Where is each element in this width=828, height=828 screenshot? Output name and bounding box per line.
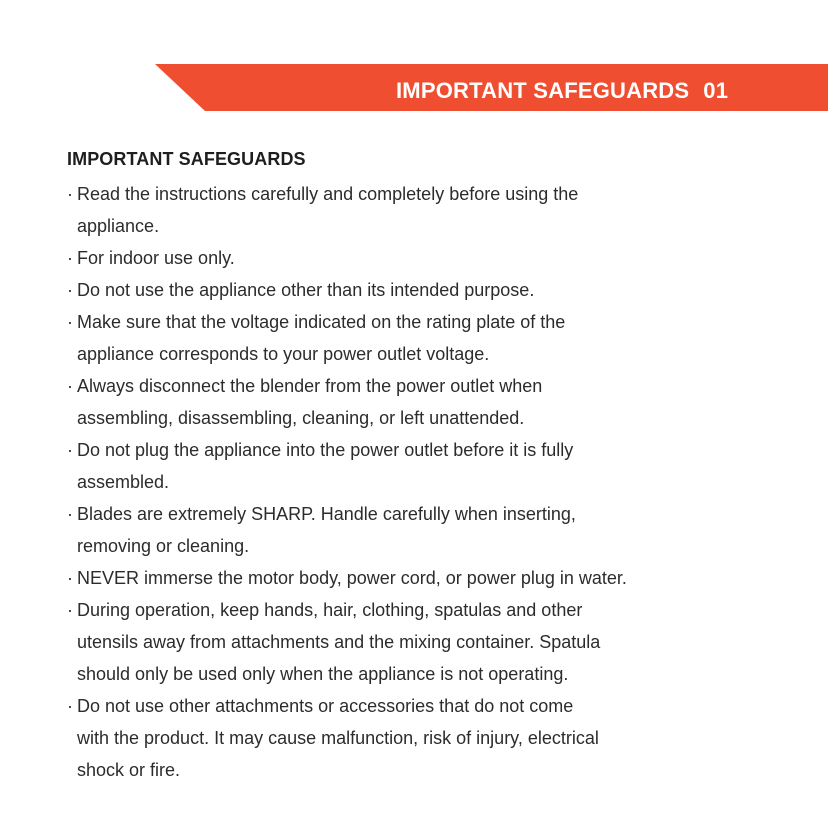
list-item (67, 690, 767, 786)
list-item (67, 178, 767, 242)
bullet-glyph: · (67, 696, 73, 716)
list-item-text: Make sure that the voltage indicated on the rating plate of the appliance corresponds to your power outlet voltage. (77, 312, 566, 364)
header-banner (0, 0, 828, 112)
safeguards-list (67, 178, 767, 786)
list-item-text: For indoor use only. (77, 248, 235, 268)
list-item-text: Always disconnect the blender from the power outlet when assembling, disassembling, cleaning, or left unattended. (77, 376, 543, 428)
banner-title-text: IMPORTANT SAFEGUARDS (396, 78, 690, 103)
page-number: 01 (703, 78, 729, 103)
list-item (67, 306, 767, 370)
list-item-text: Do not use the appliance other than its intended purpose. (77, 280, 535, 300)
list-item (67, 370, 767, 434)
list-item (67, 594, 767, 690)
list-item (67, 242, 767, 274)
bullet-glyph: · (67, 376, 73, 396)
bullet-glyph: · (67, 184, 73, 204)
list-item (67, 498, 767, 562)
list-item-text: During operation, keep hands, hair, clothing, spatulas and other utensils away from attachments and the mixing container. Spatula should only be used only when the appliance is not operating. (77, 600, 601, 684)
list-item (67, 562, 767, 594)
bullet-glyph: · (67, 312, 73, 332)
list-item-text: Blades are extremely SHARP. Handle carefully when inserting, removing or cleaning. (77, 504, 576, 556)
list-item-text: Do not plug the appliance into the power outlet before it is fully assembled. (77, 440, 574, 492)
list-item (67, 274, 767, 306)
bullet-glyph: · (67, 440, 73, 460)
list-item (67, 434, 767, 498)
bullet-glyph: · (67, 504, 73, 524)
bullet-glyph: · (67, 600, 73, 620)
safeguards-section (67, 146, 767, 786)
section-heading: IMPORTANT SAFEGUARDS (67, 149, 306, 169)
bullet-glyph: · (67, 248, 73, 268)
bullet-glyph: · (67, 280, 73, 300)
list-item-text: Do not use other attachments or accessories that do not come with the product. It may cause malfunction, risk of injury, electrical shock or fire. (77, 696, 599, 780)
list-item-text: Read the instructions carefully and completely before using the appliance. (77, 184, 579, 236)
list-item-text: NEVER immerse the motor body, power cord, or power plug in water. (77, 568, 627, 588)
bullet-glyph: · (67, 568, 73, 588)
banner-title (396, 78, 728, 104)
